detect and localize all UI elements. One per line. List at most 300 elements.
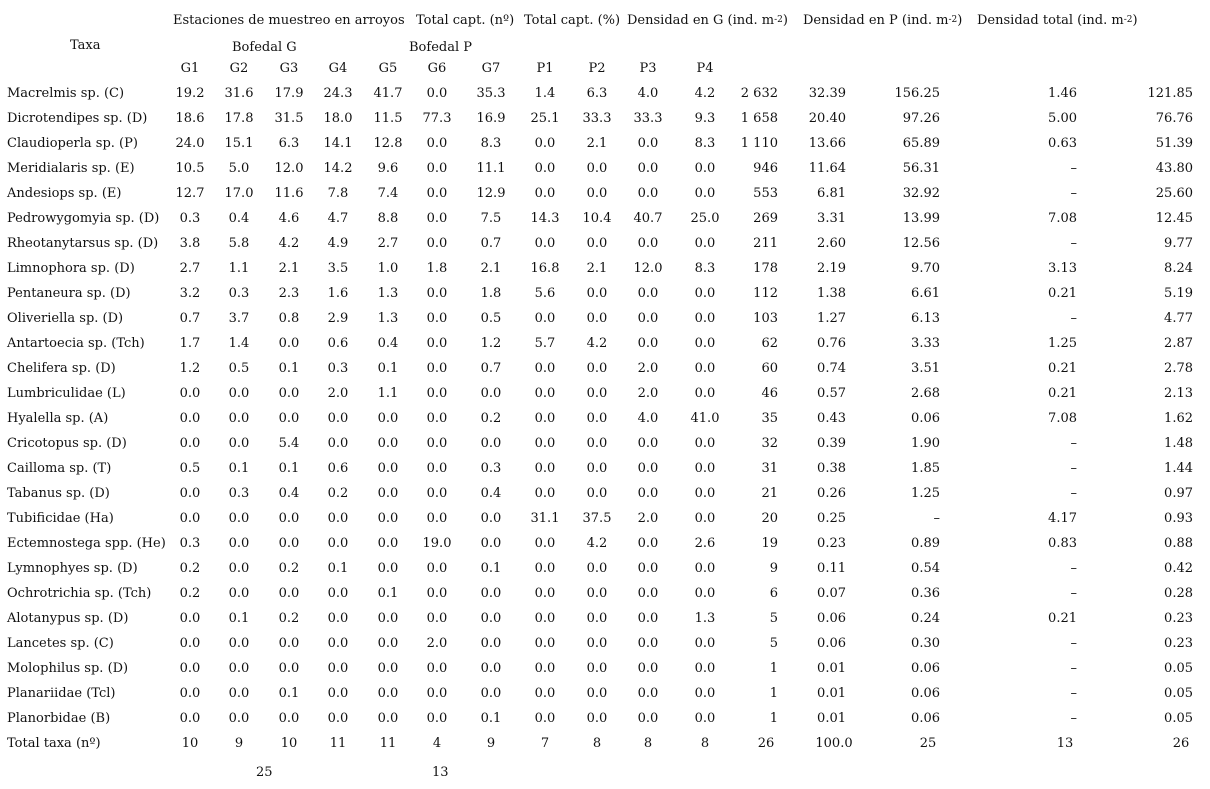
total-count: 35	[761, 411, 778, 426]
density-g: 97.26	[902, 111, 940, 126]
taxon-name: Ectemnostega spp. (He)	[7, 536, 166, 551]
station-value: 1.0	[377, 261, 399, 276]
table-row	[0, 236, 1210, 261]
station-value: 0.0	[694, 361, 716, 376]
station-value: 7.5	[480, 211, 502, 226]
station-value: 77.3	[422, 111, 452, 126]
station-value: 0.0	[534, 311, 556, 326]
station-value: 0.0	[586, 461, 608, 476]
station-value: 0.1	[228, 461, 250, 476]
table-row	[0, 411, 1210, 436]
station-value: 0.0	[694, 386, 716, 401]
totals-row	[0, 736, 1210, 761]
station-value: 0.0	[637, 611, 659, 626]
station-code-p2: P2	[588, 61, 606, 76]
density-g: 65.89	[902, 136, 940, 151]
station-value: 0.0	[534, 436, 556, 451]
total-count: 553	[753, 186, 778, 201]
taxon-name: Cricotopus sp. (D)	[7, 436, 127, 451]
station-value: 2.3	[278, 286, 300, 301]
station-value: 0.0	[327, 436, 349, 451]
density-p: 0.21	[1048, 611, 1077, 626]
station-value: 0.0	[426, 586, 448, 601]
taxon-name: Limnophora sp. (D)	[7, 261, 135, 276]
station-value: 2.0	[637, 386, 659, 401]
station-value: 18.0	[323, 111, 353, 126]
station-value: 0.0	[534, 411, 556, 426]
station-value: 0.0	[377, 511, 399, 526]
station-value: 4.2	[586, 536, 608, 551]
station-value: 0.0	[278, 586, 300, 601]
station-value: 2.0	[637, 361, 659, 376]
station-value: 0.0	[637, 311, 659, 326]
total-count: 60	[761, 361, 778, 376]
station-value: 0.2	[278, 561, 300, 576]
station-value: 0.0	[534, 686, 556, 701]
total-percent: 1.38	[817, 286, 846, 301]
station-value: 0.0	[586, 711, 608, 726]
station-value: 0.0	[426, 86, 448, 101]
station-value: 0.0	[586, 311, 608, 326]
station-value: 37.5	[582, 511, 612, 526]
station-value: 10.5	[175, 161, 205, 176]
total-percent: 1.27	[817, 311, 846, 326]
density-g: 0.89	[911, 536, 940, 551]
station-value: 1.1	[377, 386, 399, 401]
station-value: 0.5	[480, 311, 502, 326]
station-value: 3.8	[179, 236, 201, 251]
station-value: 0.0	[637, 186, 659, 201]
station-value: 0.0	[586, 411, 608, 426]
total-percent: 0.06	[817, 636, 846, 651]
total-percent: 3.31	[817, 211, 846, 226]
table-row	[0, 636, 1210, 661]
station-value: 0.6	[327, 336, 349, 351]
station-value: 3.2	[179, 286, 201, 301]
station-value: 0.7	[480, 236, 502, 251]
density-p-label: Densidad en P (ind. m	[803, 13, 949, 28]
total-count: 21	[761, 486, 778, 501]
station-value: 0.0	[694, 161, 716, 176]
totals-label: Total taxa (nº)	[7, 736, 101, 751]
station-value: 17.0	[224, 186, 254, 201]
station-value: 0.0	[480, 611, 502, 626]
total-station-value: 11	[329, 736, 347, 751]
station-value: 0.7	[480, 361, 502, 376]
taxon-name: Antartoecia sp. (Tch)	[7, 336, 145, 351]
station-value: 4.2	[586, 336, 608, 351]
station-value: 0.2	[480, 411, 502, 426]
station-value: 0.0	[377, 611, 399, 626]
station-value: 0.0	[534, 536, 556, 551]
station-value: 9.6	[377, 161, 399, 176]
total-percent: 0.01	[817, 711, 846, 726]
station-value: 19.2	[175, 86, 205, 101]
station-value: 0.0	[694, 711, 716, 726]
table-row	[0, 186, 1210, 211]
station-value: 0.1	[327, 561, 349, 576]
density-p: –	[1070, 161, 1077, 176]
density-p: 0.21	[1048, 286, 1077, 301]
stations-header: Estaciones de muestreo en arroyos	[173, 13, 405, 28]
density-g-exponent: -2	[774, 15, 783, 25]
total-station-value: 8	[643, 736, 653, 751]
total-count: 1	[769, 711, 778, 726]
station-value: 0.0	[228, 661, 250, 676]
density-p: 0.83	[1048, 536, 1077, 551]
station-value: 0.0	[426, 386, 448, 401]
station-value: 0.0	[694, 661, 716, 676]
station-value: 31.1	[530, 511, 560, 526]
density-g: 0.06	[911, 661, 940, 676]
station-value: 1.6	[327, 286, 349, 301]
density-p: –	[1070, 461, 1077, 476]
taxon-name: Pentaneura sp. (D)	[7, 286, 131, 301]
station-value: 0.0	[637, 236, 659, 251]
station-value: 0.1	[278, 461, 300, 476]
station-value: 1.2	[179, 361, 201, 376]
total-count: 1 658	[740, 111, 778, 126]
bofedal-p-header: Bofedal P	[409, 40, 472, 55]
station-value: 0.6	[327, 461, 349, 476]
station-value: 0.0	[327, 536, 349, 551]
total-count: 112	[753, 286, 778, 301]
table-row	[0, 361, 1210, 386]
density-g: 6.61	[911, 286, 940, 301]
station-value: 0.5	[179, 461, 201, 476]
station-value: 0.0	[179, 636, 201, 651]
density-total-label: Densidad total (ind. m	[977, 13, 1124, 28]
total-percent: 0.01	[817, 686, 846, 701]
density-total: 12.45	[1155, 211, 1193, 226]
station-value: 0.0	[586, 561, 608, 576]
total-percent: 0.23	[817, 536, 846, 551]
density-total: 0.97	[1164, 486, 1193, 501]
taxon-name: Macrelmis sp. (C)	[7, 86, 125, 101]
station-value: 0.0	[426, 461, 448, 476]
station-value: 0.0	[694, 436, 716, 451]
station-value: 0.0	[426, 711, 448, 726]
station-value: 0.0	[534, 661, 556, 676]
density-total: 0.23	[1164, 611, 1193, 626]
station-value: 41.0	[690, 411, 720, 426]
station-value: 0.0	[534, 611, 556, 626]
density-total: 2.87	[1164, 336, 1193, 351]
station-value: 9.3	[694, 111, 716, 126]
station-value: 0.1	[278, 686, 300, 701]
total-percent: 0.43	[817, 411, 846, 426]
station-value: 0.0	[586, 661, 608, 676]
station-value: 0.0	[637, 586, 659, 601]
station-value: 0.0	[534, 461, 556, 476]
station-value: 16.9	[476, 111, 506, 126]
table-row	[0, 136, 1210, 161]
density-p: 7.08	[1048, 211, 1077, 226]
station-value: 5.6	[534, 286, 556, 301]
total-summary-value: 26	[1172, 736, 1190, 751]
station-value: 0.4	[377, 336, 399, 351]
station-value: 0.0	[377, 486, 399, 501]
station-value: 0.0	[480, 386, 502, 401]
taxon-name: Planariidae (Tcl)	[7, 686, 116, 701]
station-value: 11.6	[274, 186, 304, 201]
density-p: 1.25	[1048, 336, 1077, 351]
station-value: 41.7	[373, 86, 403, 101]
station-value: 2.0	[327, 386, 349, 401]
station-value: 0.0	[586, 486, 608, 501]
total-percent: 0.01	[817, 661, 846, 676]
station-value: 18.6	[175, 111, 205, 126]
density-g: 3.51	[911, 361, 940, 376]
station-value: 0.0	[637, 661, 659, 676]
total-percent: 0.07	[817, 586, 846, 601]
total-count: 32	[761, 436, 778, 451]
station-value: 0.0	[278, 386, 300, 401]
density-p: 4.17	[1048, 511, 1077, 526]
station-value: 2.9	[327, 311, 349, 326]
station-code-g7: G7	[481, 61, 501, 76]
total-percent: 0.76	[817, 336, 846, 351]
station-value: 4.7	[327, 211, 349, 226]
station-value: 0.0	[637, 161, 659, 176]
table-row	[0, 511, 1210, 536]
station-value: 0.0	[426, 136, 448, 151]
station-value: 0.0	[179, 486, 201, 501]
station-value: 11.1	[476, 161, 506, 176]
density-g: 1.25	[911, 486, 940, 501]
station-value: 0.0	[278, 711, 300, 726]
station-value: 33.3	[633, 111, 663, 126]
density-total: 0.05	[1164, 661, 1193, 676]
table-row	[0, 111, 1210, 136]
density-total: 0.42	[1164, 561, 1193, 576]
station-value: 0.0	[637, 136, 659, 151]
station-value: 0.2	[278, 611, 300, 626]
total-count: 6	[769, 586, 778, 601]
density-p: 5.00	[1048, 111, 1077, 126]
table-row	[0, 461, 1210, 486]
total-count: 946	[753, 161, 778, 176]
station-value: 0.0	[694, 286, 716, 301]
total-station-value: 8	[592, 736, 602, 751]
table-row	[0, 436, 1210, 461]
table-row	[0, 86, 1210, 111]
total-count: 1	[769, 686, 778, 701]
station-value: 0.1	[278, 361, 300, 376]
station-value: 0.3	[480, 461, 502, 476]
station-value: 0.0	[480, 536, 502, 551]
taxon-name: Planorbidae (B)	[7, 711, 111, 726]
station-value: 31.5	[274, 111, 304, 126]
density-total: 1.48	[1164, 436, 1193, 451]
station-value: 0.0	[426, 661, 448, 676]
station-value: 0.0	[179, 711, 201, 726]
station-value: 0.0	[377, 461, 399, 476]
station-value: 0.0	[426, 361, 448, 376]
station-value: 0.0	[534, 486, 556, 501]
station-value: 0.0	[586, 236, 608, 251]
density-g: 56.31	[902, 161, 940, 176]
table-row	[0, 386, 1210, 411]
station-value: 8.3	[480, 136, 502, 151]
station-value: 0.0	[637, 436, 659, 451]
total-count: 1 110	[740, 136, 778, 151]
station-value: 0.0	[426, 686, 448, 701]
station-value: 0.3	[179, 211, 201, 226]
station-codes-row	[0, 61, 1210, 86]
station-value: 2.0	[637, 511, 659, 526]
station-value: 0.0	[179, 436, 201, 451]
density-total: 25.60	[1155, 186, 1193, 201]
station-value: 19.0	[422, 536, 452, 551]
density-g: 0.24	[911, 611, 940, 626]
station-value: 2.7	[377, 236, 399, 251]
total-station-value: 7	[540, 736, 550, 751]
total-station-value: 8	[700, 736, 710, 751]
station-value: 0.0	[534, 186, 556, 201]
station-value: 8.3	[694, 261, 716, 276]
station-value: 0.0	[586, 286, 608, 301]
table-row	[0, 561, 1210, 586]
density-g: 0.06	[911, 686, 940, 701]
station-value: 0.0	[377, 561, 399, 576]
table-row	[0, 611, 1210, 636]
station-value: 0.0	[480, 436, 502, 451]
station-value: 0.0	[228, 511, 250, 526]
station-value: 1.7	[179, 336, 201, 351]
density-total: 0.05	[1164, 686, 1193, 701]
total-summary-value: 100.0	[815, 736, 853, 751]
station-value: 1.8	[480, 286, 502, 301]
total-count: 20	[761, 511, 778, 526]
station-value: 7.8	[327, 186, 349, 201]
density-g: 9.70	[911, 261, 940, 276]
total-summary-value: 26	[757, 736, 775, 751]
station-value: 0.0	[377, 411, 399, 426]
total-count: 46	[761, 386, 778, 401]
station-value: 0.3	[179, 536, 201, 551]
station-value: 0.0	[377, 711, 399, 726]
station-code-p3: P3	[639, 61, 657, 76]
density-g-label: Densidad en G (ind. m	[627, 13, 775, 28]
station-value: 7.4	[377, 186, 399, 201]
station-value: 17.9	[274, 86, 304, 101]
density-total: 9.77	[1164, 236, 1193, 251]
station-value: 33.3	[582, 111, 612, 126]
density-g: 0.30	[911, 636, 940, 651]
total-percent: 0.74	[817, 361, 846, 376]
station-value: 1.3	[694, 611, 716, 626]
total-percent: 11.64	[808, 161, 846, 176]
total-count: 103	[753, 311, 778, 326]
station-value: 0.0	[694, 186, 716, 201]
density-g: 12.56	[902, 236, 940, 251]
station-value: 14.2	[323, 161, 353, 176]
station-value: 0.0	[426, 186, 448, 201]
density-g: 0.06	[911, 711, 940, 726]
station-value: 2.0	[426, 636, 448, 651]
station-code-g5: G5	[378, 61, 398, 76]
station-value: 0.0	[694, 461, 716, 476]
total-percent: 0.57	[817, 386, 846, 401]
taxon-name: Chelifera sp. (D)	[7, 361, 116, 376]
taxon-name: Oliveriella sp. (D)	[7, 311, 124, 326]
station-value: 0.0	[377, 661, 399, 676]
station-value: 8.3	[694, 136, 716, 151]
station-value: 2.1	[586, 136, 608, 151]
density-p: 7.08	[1048, 411, 1077, 426]
station-value: 40.7	[633, 211, 663, 226]
station-value: 0.0	[426, 436, 448, 451]
station-value: 0.0	[327, 611, 349, 626]
station-value: 0.0	[426, 486, 448, 501]
station-value: 14.1	[323, 136, 353, 151]
table-row	[0, 686, 1210, 711]
station-value: 2.7	[179, 261, 201, 276]
station-value: 0.0	[278, 536, 300, 551]
density-total: 5.19	[1164, 286, 1193, 301]
station-value: 0.0	[637, 336, 659, 351]
station-value: 0.0	[426, 311, 448, 326]
station-value: 11.5	[373, 111, 403, 126]
station-value: 4.0	[637, 411, 659, 426]
density-total: 121.85	[1147, 86, 1193, 101]
station-value: 0.0	[694, 486, 716, 501]
station-value: 12.0	[274, 161, 304, 176]
taxon-name: Lumbriculidae (L)	[7, 386, 126, 401]
station-value: 24.0	[175, 136, 205, 151]
total-summary-value: 13	[1056, 736, 1074, 751]
taxon-name: Alotanypus sp. (D)	[7, 611, 129, 626]
station-code-p1: P1	[536, 61, 554, 76]
station-value: 4.6	[278, 211, 300, 226]
station-value: 1.2	[480, 336, 502, 351]
station-value: 0.4	[228, 211, 250, 226]
density-g-close: )	[782, 13, 788, 28]
station-value: 0.0	[426, 336, 448, 351]
station-value: 0.0	[694, 586, 716, 601]
station-value: 4.2	[278, 236, 300, 251]
density-p: 3.13	[1048, 261, 1077, 276]
station-value: 0.0	[637, 461, 659, 476]
density-total: 2.78	[1164, 361, 1193, 376]
total-percent: 0.39	[817, 436, 846, 451]
station-value: 0.0	[694, 336, 716, 351]
station-value: 0.2	[327, 486, 349, 501]
station-value: 0.0	[228, 636, 250, 651]
station-value: 0.0	[586, 611, 608, 626]
density-g: 2.68	[911, 386, 940, 401]
station-value: 0.2	[179, 561, 201, 576]
station-value: 0.1	[480, 711, 502, 726]
density-g: 1.85	[911, 461, 940, 476]
density-p: –	[1070, 311, 1077, 326]
station-value: 0.0	[586, 161, 608, 176]
station-value: 0.0	[586, 361, 608, 376]
station-value: 1.3	[377, 286, 399, 301]
taxon-name: Andesiops sp. (E)	[7, 186, 122, 201]
station-value: 0.0	[179, 686, 201, 701]
station-value: 0.0	[426, 611, 448, 626]
station-value: 0.0	[694, 636, 716, 651]
density-total: 2.13	[1164, 386, 1193, 401]
density-g: 1.90	[911, 436, 940, 451]
station-value: 5.7	[534, 336, 556, 351]
station-value: 2.1	[586, 261, 608, 276]
station-value: 0.0	[278, 336, 300, 351]
taxon-name: Lymnophyes sp. (D)	[7, 561, 138, 576]
station-value: 0.0	[228, 436, 250, 451]
